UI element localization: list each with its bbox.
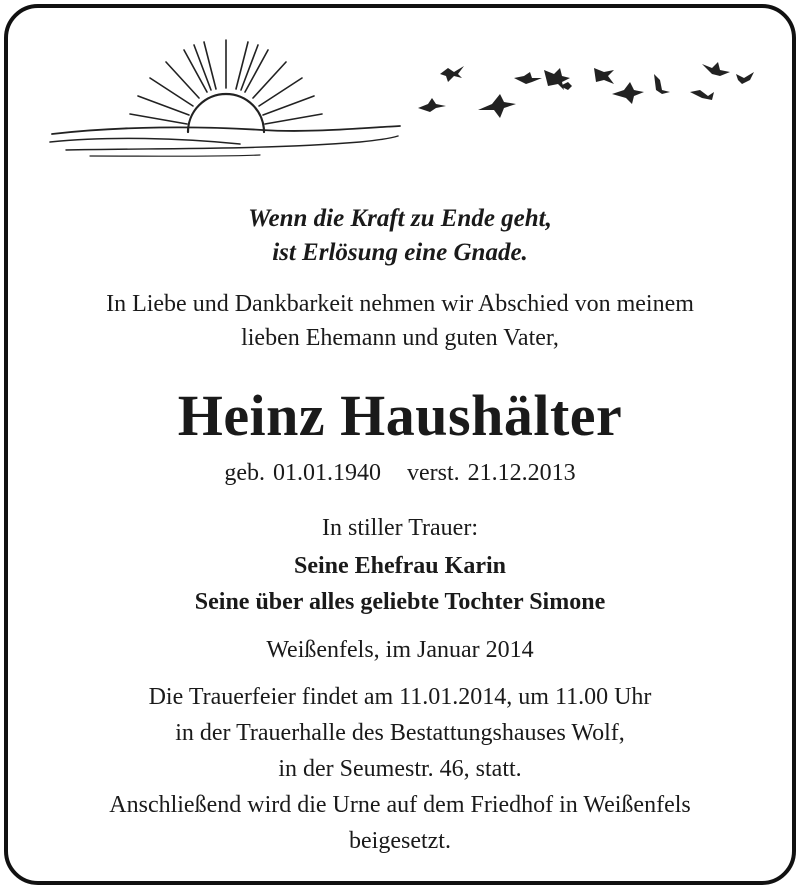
mourner-item: Seine Ehefrau Karin [293, 553, 506, 579]
motto-line-1: Wenn die Kraft zu Ende geht, [248, 205, 552, 232]
ceremony-line: Anschließend wird die Urne auf dem Friedhof in Weißenfels [109, 792, 691, 818]
birth-date: geb. 01.01.1940 [224, 460, 381, 486]
life-dates [0, 457, 800, 489]
deceased-name: Heinz Haushälter [177, 383, 623, 448]
ceremony-line: beigesetzt. [349, 828, 451, 854]
sunrise-icon [50, 40, 400, 156]
mourner-item: Seine über alles geliebte Tochter Simone [194, 589, 606, 615]
mourning-heading: In stiller Trauer: [322, 515, 478, 541]
motto-line-2: ist Erlösung eine Gnade. [272, 239, 528, 266]
mourners-list [0, 548, 800, 620]
ceremony-line: in der Seumestr. 46, statt. [278, 756, 522, 782]
place-date: Weißenfels, im Januar 2014 [266, 637, 534, 663]
intro-line-1: In Liebe und Dankbarkeit nehmen wir Abschied von meinem [106, 291, 694, 317]
ceremony-line: Die Trauerfeier findet am 11.01.2014, um 11.00 Uhr [148, 684, 652, 710]
flying-birds-icon [418, 62, 754, 118]
intro-line-2: lieben Ehemann und guten Vater, [241, 325, 559, 351]
ceremony-details [0, 679, 800, 859]
header-artwork [0, 0, 800, 170]
motto [0, 202, 800, 270]
ceremony-line: in der Trauerhalle des Bestattungshauses Wolf, [175, 720, 625, 746]
intro-text [0, 287, 800, 355]
death-date: verst. 21.12.2013 [407, 460, 576, 486]
